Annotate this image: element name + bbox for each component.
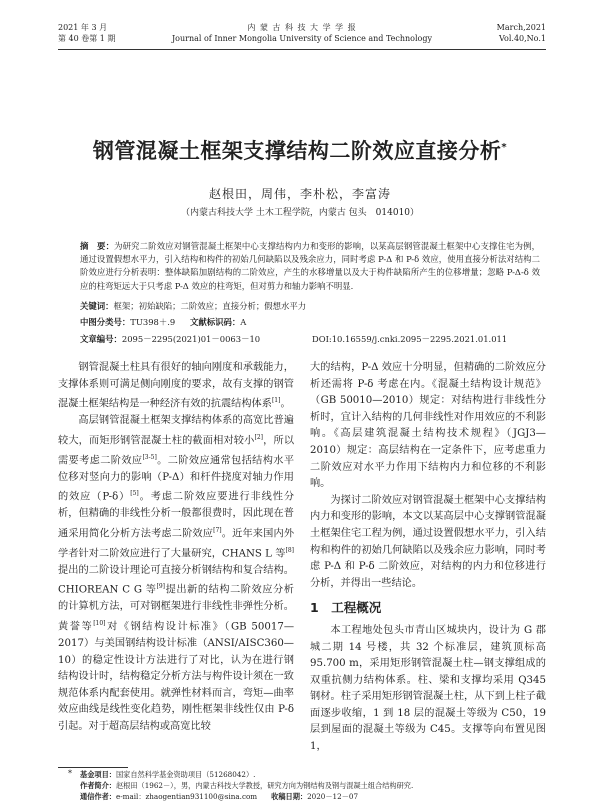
abstract-text: 为研究二阶效应对钢管混凝土框架中心支撑结构内力和变形的影响，以某高层钢管混凝土框架中心支撑住宅为例，通过设置假想水平力，引入结构和构件的初始几何缺陷以及残余应力，同时考虑 P-Δ 和 P-δ 效应，使用直接分析法对结构二阶效应进行分析表明：整体缺陷加剧结构的二阶效应，产生的水移增量以及大于构件缺陷所产生的位移增量；忽略 P-Δ-δ 效应的柱弯矩远大于只考虑 P-Δ 效应的柱弯矩，但对剪力和轴力影响不明显.	[80, 241, 541, 291]
abstract-label: 摘 要：	[80, 241, 115, 251]
doi: DOI:10.16559/j.cnki.2095－2295.2021.01.011	[312, 334, 508, 344]
body-paragraph: 高层钢管混凝土框架支撑结构体系的高宽比普遍较大，而矩形钢管混凝土柱的截面相对较小[2]，所以需要考虑二阶效应[3-5]。二阶效应通常包括结构水平位移对竖向力的影响（P-Δ）和杆件挠度对轴力作用的效应（P-δ）[5]。考虑二阶效应要进行非线性分析，但精确的非线性分析一般都很费时，因此现在普通采用简化分析方法考虑二阶效应[7]。近年来国内外学者针对二阶效应进行了大量研究，CHANS L 等[8]提出的二阶设计理论可直接分析钢结构和复合结构。CHIOREAN C G 等[9]提出新的结构二阶效应分析的计算机方法，可对钢框架进行非线性非弹性分析。黄誉等[10]对《钢结构设计标准》（GB 50017—2017）与美国钢结构设计标准（ANSI/AISC360—10）的稳定性设计方法进行了对比，认为在进行钢结构设计时，结构稳定分析方法与构件设计须在一致规范体系内配套使用。就弹性材料而言，弯矩—曲率效应曲线是线性变化趋势，刚性框架非线性仅由 P-δ 引起。对于超高层结构或高宽比较	[58, 415, 295, 732]
footnote-rule	[58, 767, 128, 768]
header-journal	[58, 22, 546, 44]
doc-code-value: A	[240, 317, 247, 327]
keywords-text: 框架；初始缺陷；二阶效应；直接分析；假想水平力	[113, 301, 307, 311]
clc-label: 中图分类号：	[80, 317, 131, 327]
journal-name-cn: 内 蒙 古 科 技 大 学 学 报	[247, 23, 357, 32]
header-volume-en: Vol.40,No.1	[499, 34, 546, 43]
footnote-email: 通信作者：e-mail：zhaogentian931100@sina.com 收稿日期：2020－12－07	[80, 792, 359, 801]
body-paragraph: 本工程地处包头市青山区城块内，设计为 G 郡城二期 14 号楼，共 32 个标准层，建筑顶标高 95.700 m，采用矩形钢管混凝土柱—钢支撑组成的双重抗侧力结构体系。柱、梁和支撑均采用 Q345 钢材。柱子采用矩形钢管混凝土柱，从下到上柱子截面逐步收缩，1 到 18 层的混凝土等级为 C50，19 层到屋面的混凝土等级为 C45。支撑等向布置见图 1，	[310, 624, 546, 753]
journal-name-en: Journal of Inner Mongolia University of Science and Technology	[171, 34, 433, 43]
body-paragraph: 大的结构，P-Δ 效应十分明显，但精确的二阶效应分析还需将 P-δ 考虑在内。《混凝土结构设计规范》（GB 50010—2010）规定：对结构进行非线性分析时，宜计入结构的几何非线性对作用效应的不利影响。《高层建筑混凝土结构技术规程》（JGJ3—2010）规定：高层结构在一定条件下，应考虑重力二阶效应对水平力作用下结构内力和位移的不利影响。	[310, 362, 546, 490]
footnote-author: 作者简介：赵根田（1962－），男，内蒙古科技大学教授，研究方向为钢结构及钢与混凝土组合结构研究.	[80, 781, 414, 790]
clc-value: TU398＋.9	[130, 317, 176, 327]
article-id-label: 文章编号：	[80, 334, 122, 344]
author-list: 赵根田，周伟，李朴松，李富涛	[208, 187, 391, 201]
keywords-label: 关键词：	[80, 301, 114, 311]
header-date-en: March,2021	[496, 23, 546, 32]
citation: [2]	[254, 433, 263, 441]
citation: [5]	[130, 490, 139, 498]
section-heading	[310, 600, 546, 617]
document-code	[190, 316, 246, 328]
article-id-line	[80, 333, 550, 345]
paper-title	[0, 135, 600, 165]
header-rule	[58, 49, 546, 50]
email-link[interactable]: e-mail：zhaogentian931100@sina.com	[115, 792, 258, 801]
citation: [8]	[285, 546, 294, 554]
citation: [3-5]	[142, 453, 157, 461]
body-column-right	[310, 360, 546, 756]
abstract	[80, 240, 540, 293]
doc-code-label: 文献标识码：	[190, 317, 241, 327]
body-paragraph: 钢管混凝土柱具有很好的轴向刚度和承载能力，支撑体系则可满足侧向刚度的要求，故有支撑的钢管混凝土框架结构是一种经济有效的抗震结构体系[1]。	[58, 362, 294, 410]
citation: [9]	[156, 583, 166, 591]
citation: [1]	[271, 397, 281, 405]
header-issue-en	[497, 22, 546, 44]
running-header	[58, 22, 546, 48]
citation: [7]	[213, 526, 222, 534]
header-date-cn: 2021 年 3 月	[58, 23, 108, 32]
section-title: 工程概况	[331, 600, 382, 616]
title-footnote-mark: *	[501, 142, 508, 153]
body-paragraph: 为探讨二阶效应对钢管混凝土框架中心支撑结构内力和变形的影响，本文以某高层中心支撑钢管混凝土框架住宅工程为例，通过设置假想水平力，引入结构和构件的初始几何缺陷以及残余应力影响，同时考虑 P-Δ 和 P-δ 二阶效应，对结构的内力和位移进行分析，并得出一些结论。	[310, 494, 546, 589]
footnote-mark: *	[68, 769, 72, 778]
keywords	[80, 300, 540, 312]
received-date: 2020－12－07	[307, 792, 359, 801]
header-volume-cn: 第 40 卷第 1 期	[58, 34, 116, 43]
classification-line	[80, 316, 540, 328]
body-column-left	[58, 360, 294, 736]
citation: [10]	[93, 620, 106, 628]
section-number: 1	[310, 600, 319, 616]
footnote-fund: 基金项目：国家自然科学基金资助项目（51268042）.	[80, 770, 256, 779]
received-date-label: 收稿日期：	[271, 792, 308, 801]
article-id-value: 2095－2295(2021)01－0063－10	[121, 334, 261, 344]
paper-title-text: 钢管混凝土框架支撑结构二阶效应直接分析	[92, 139, 502, 163]
affiliation: （内蒙古科技大学 土木工程学院，内蒙古 包头 014010）	[180, 208, 420, 218]
